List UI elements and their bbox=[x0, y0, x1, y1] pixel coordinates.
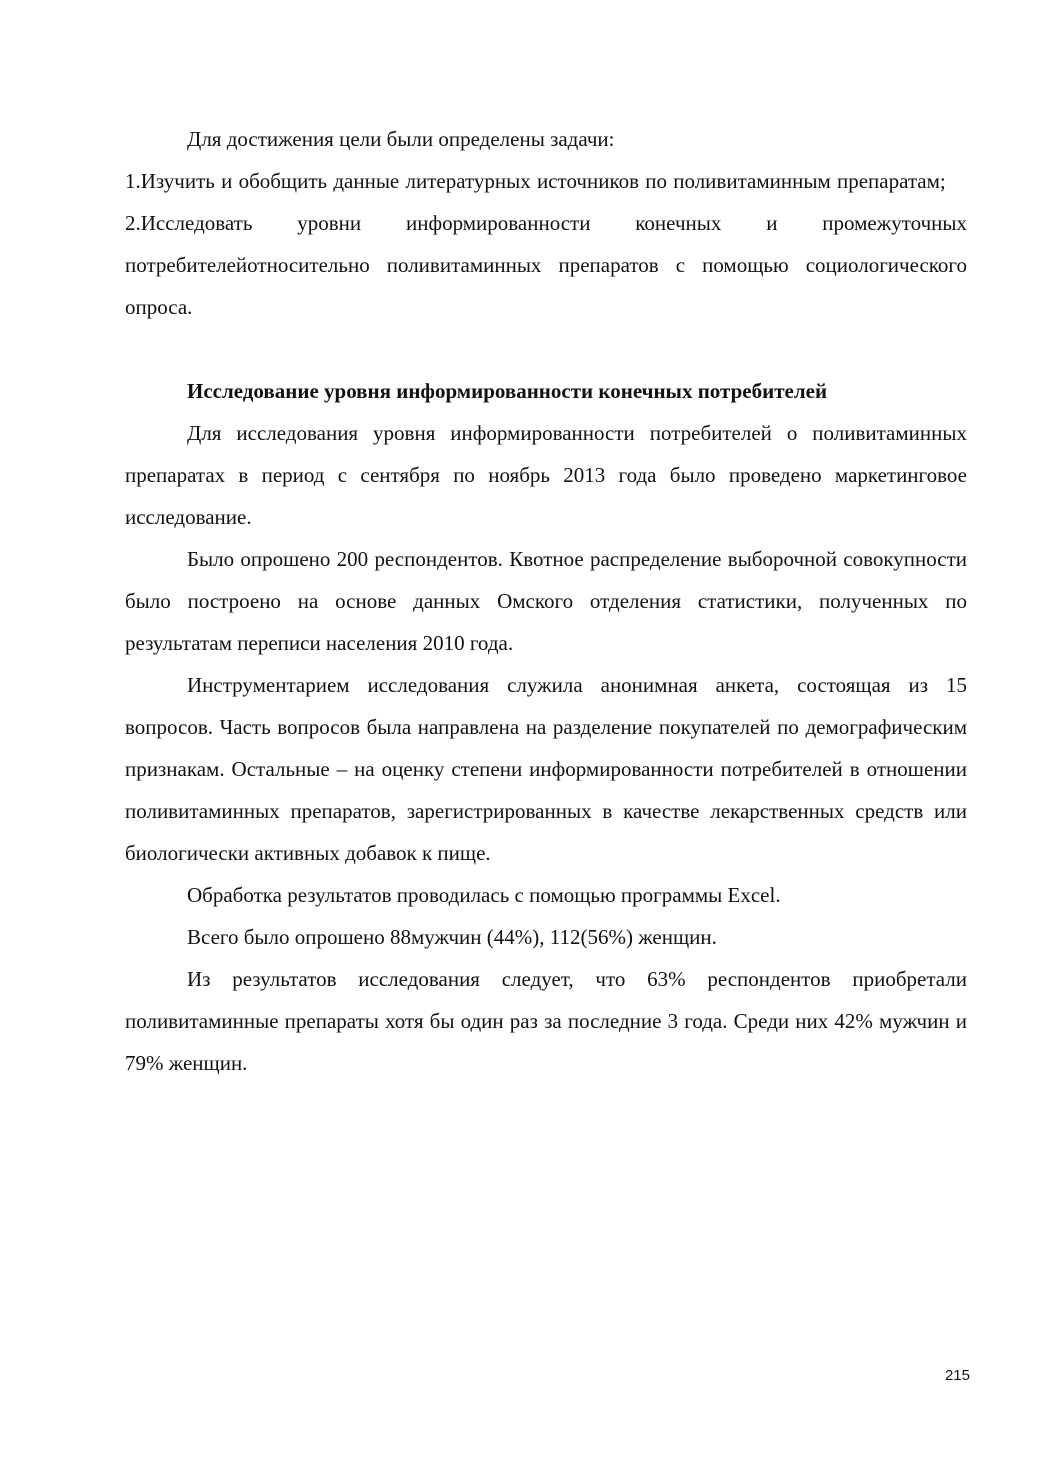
section-heading: Исследование уровня информированности конечных потребителей bbox=[187, 379, 828, 403]
document-body bbox=[125, 118, 967, 1084]
task-1: 1.Изучить и обобщить данные литературных источников по поливитаминным препаратам; bbox=[125, 169, 946, 193]
paragraph-1: Для исследования уровня информированности потребителей о поливитаминных препаратах в период с сентября по ноябрь 2013 года было проведено маркетинговое исследование. bbox=[125, 421, 967, 529]
task-2: 2.Исследовать уровни информированности конечных и промежуточных потребителейотносительно поливитаминных препаратов с помощью социологического опроса. bbox=[125, 211, 967, 319]
intro-line: Для достижения цели были определены задачи: bbox=[187, 127, 615, 151]
paragraph-3: Инструментарием исследования служила анонимная анкета, состоящая из 15 вопросов. Часть вопросов была направлена на разделение покупателей по демографическим признакам. Остальные – на оценку степени информированности потребителей в отношении поливитаминных препаратов, зарегистрированных в качестве лекарственных средств или биологически активных добавок к пище. bbox=[125, 673, 967, 865]
paragraph-5: Всего было опрошено 88мужчин (44%), 112(56%) женщин. bbox=[187, 925, 717, 949]
paragraph-2: Было опрошено 200 респондентов. Квотное распределение выборочной совокупности было построено на основе данных Омского отделения статистики, полученных по результатам переписи населения 2010 года. bbox=[125, 547, 967, 655]
paragraph-6: Из результатов исследования следует, что 63% респондентов приобретали поливитаминные препараты хотя бы один раз за последние 3 года. Среди них 42% мужчин и 79% женщин. bbox=[125, 967, 967, 1075]
paragraph-4: Обработка результатов проводилась с помощью программы Excel. bbox=[187, 883, 781, 907]
page-number: 215 bbox=[944, 1367, 970, 1384]
